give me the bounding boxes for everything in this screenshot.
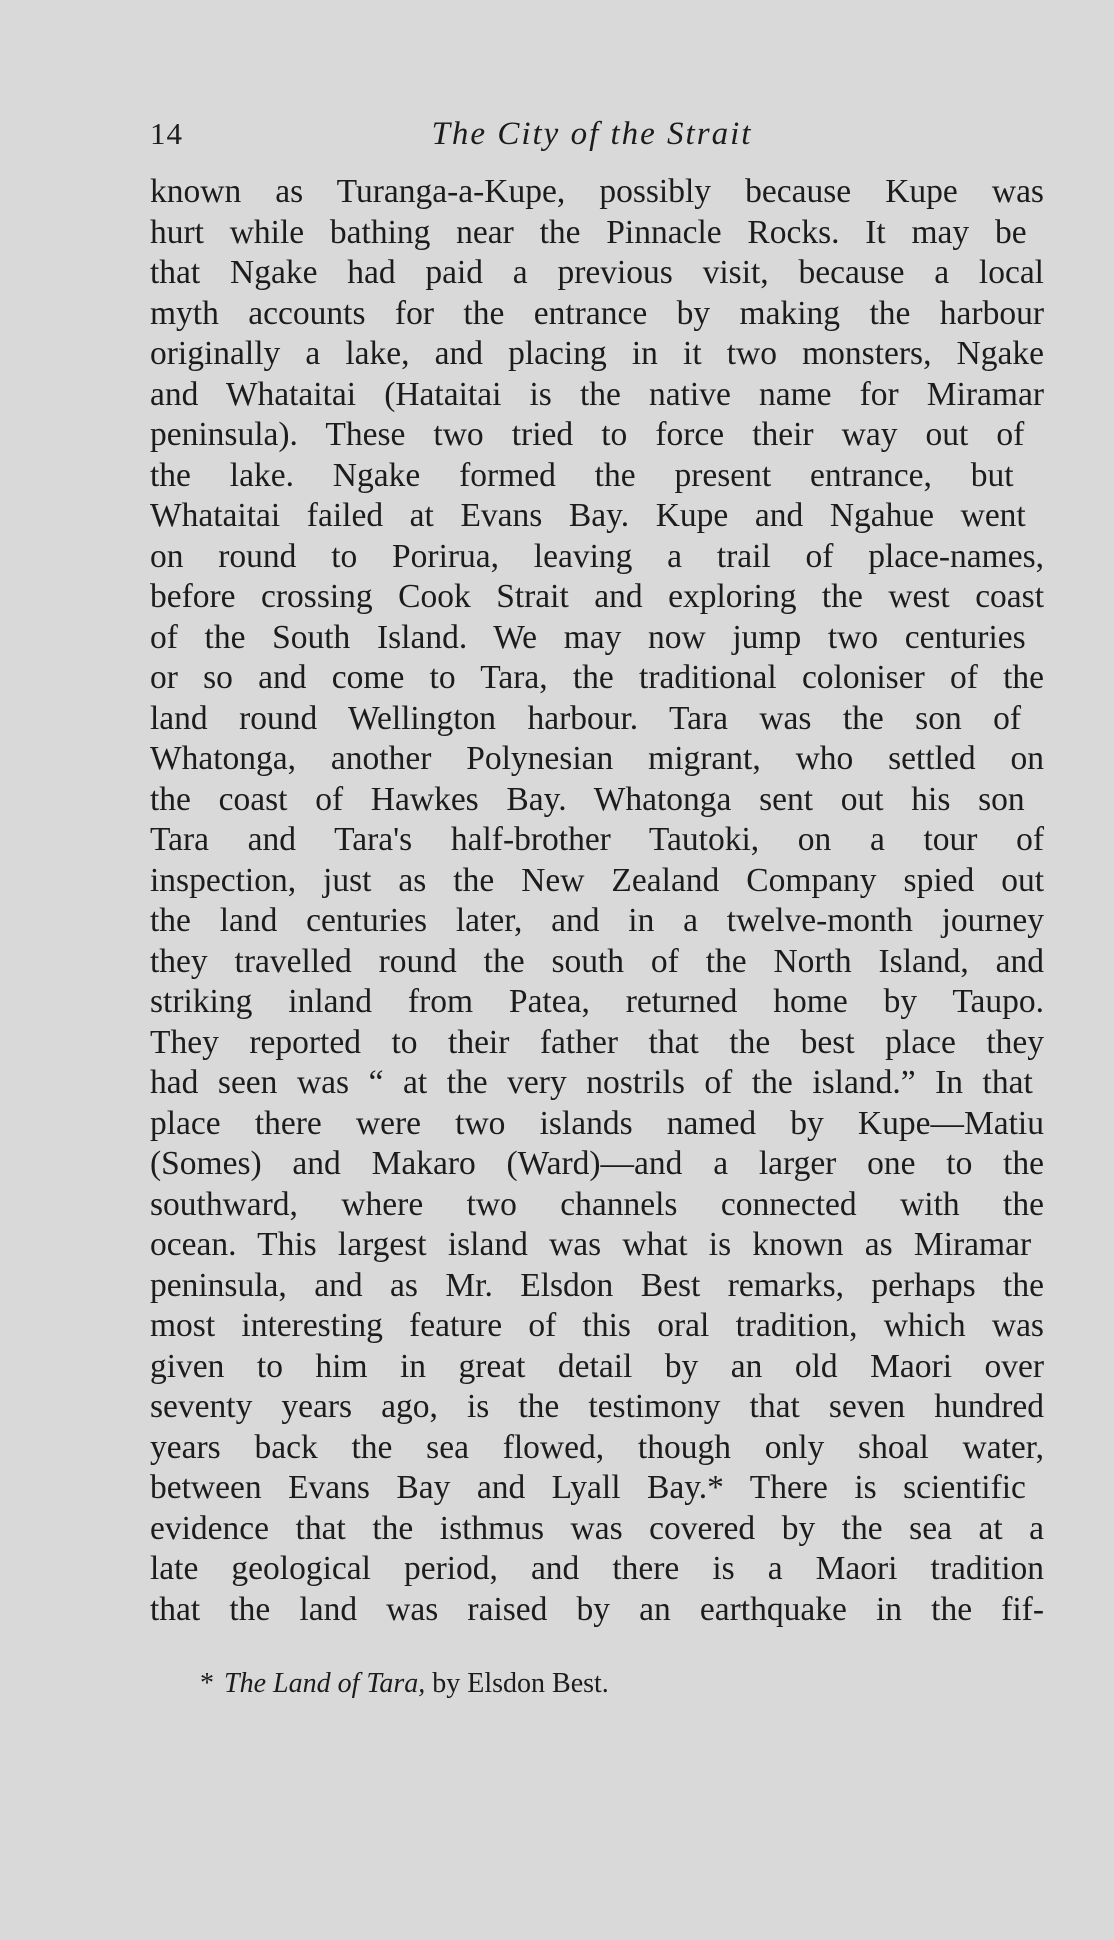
running-title: The City of the Strait: [431, 116, 753, 152]
text-line: and Whataitai (Hataitai is the native name for Miramar: [150, 375, 1044, 413]
text-line: between Evans Bay and Lyall Bay.* There is scientific: [150, 1469, 1026, 1506]
text-line: inspection, just as the New Zealand Company spied out: [150, 861, 1044, 899]
footnote: [200, 1664, 609, 1704]
text-line: place there were two islands named by Kupe—Matiu: [150, 1104, 1044, 1142]
text-line: most interesting feature of this oral tradition, which was: [150, 1307, 1044, 1344]
text-line: Whatonga, another Polynesian migrant, who settled on: [150, 740, 1044, 777]
text-line: originally a lake, and placing in it two monsters, Ngake: [150, 335, 1044, 372]
text-line: given to him in great detail by an old Maori over: [150, 1347, 1044, 1385]
text-line: the coast of Hawkes Bay. Whatonga sent out his son: [150, 780, 1025, 818]
text-line: Tara and Tara's half-brother Tautoki, on a tour of: [150, 821, 1044, 858]
text-line: Whataitai failed at Evans Bay. Kupe and Ngahue went: [150, 497, 1026, 534]
text-line: years back the sea flowed, though only shoal water,: [150, 1428, 1044, 1466]
text-line: peninsula). These two tried to force their way out of: [150, 416, 1025, 453]
text-line: (Somes) and Makaro (Ward)—and a larger one to the: [150, 1145, 1044, 1182]
text-line: evidence that the isthmus was covered by the sea at a: [150, 1509, 1044, 1547]
text-line: the lake. Ngake formed the present entrance, but: [150, 456, 1014, 494]
text-line: late geological period, and there is a Maori tradition: [150, 1550, 1044, 1587]
page-number: 14: [150, 116, 183, 151]
text-line: on round to Porirua, leaving a trail of place-names,: [150, 537, 1044, 575]
text-line: peninsula, and as Mr. Elsdon Best remarks, perhaps the: [150, 1266, 1044, 1304]
footnote-citation: by Elsdon Best.: [432, 1668, 609, 1699]
text-line: land round Wellington harbour. Tara was the son of: [150, 699, 1022, 737]
text-line: hurt while bathing near the Pinnacle Rocks. It may be: [150, 213, 1027, 251]
text-line: or so and come to Tara, the traditional coloniser of the: [150, 659, 1044, 696]
footnote-book-title: The Land of Tara,: [224, 1668, 426, 1699]
text-line: ocean. This largest island was what is known as Miramar: [150, 1226, 1032, 1263]
text-line: that Ngake had paid a previous visit, because a local: [150, 254, 1044, 291]
page-header: [0, 112, 1114, 162]
text-line: myth accounts for the entrance by making the harbour: [150, 294, 1044, 332]
text-line: known as Turanga-a-Kupe, possibly because Kupe was: [150, 173, 1044, 210]
text-line: seventy years ago, is the testimony that seven hundred: [150, 1388, 1044, 1425]
text-line: of the South Island. We may now jump two centuries: [150, 618, 1026, 656]
text-line: had seen was “ at the very nostrils of the island.” In that: [150, 1064, 1033, 1101]
text-line: before crossing Cook Strait and exploring the west coast: [150, 578, 1044, 615]
text-line: they travelled round the south of the North Island, and: [150, 942, 1044, 980]
text-line: striking inland from Patea, returned home by Taupo.: [150, 983, 1044, 1020]
text-line: They reported to their father that the best place they: [150, 1023, 1044, 1061]
text-line: southward, where two channels connected with the: [150, 1185, 1044, 1223]
footnote-marker: *: [200, 1668, 214, 1699]
text-line: that the land was raised by an earthquake in the fif-: [150, 1590, 1044, 1628]
text-line: the land centuries later, and in a twelve-month journey: [150, 902, 1044, 939]
body-text: [150, 172, 1044, 1630]
